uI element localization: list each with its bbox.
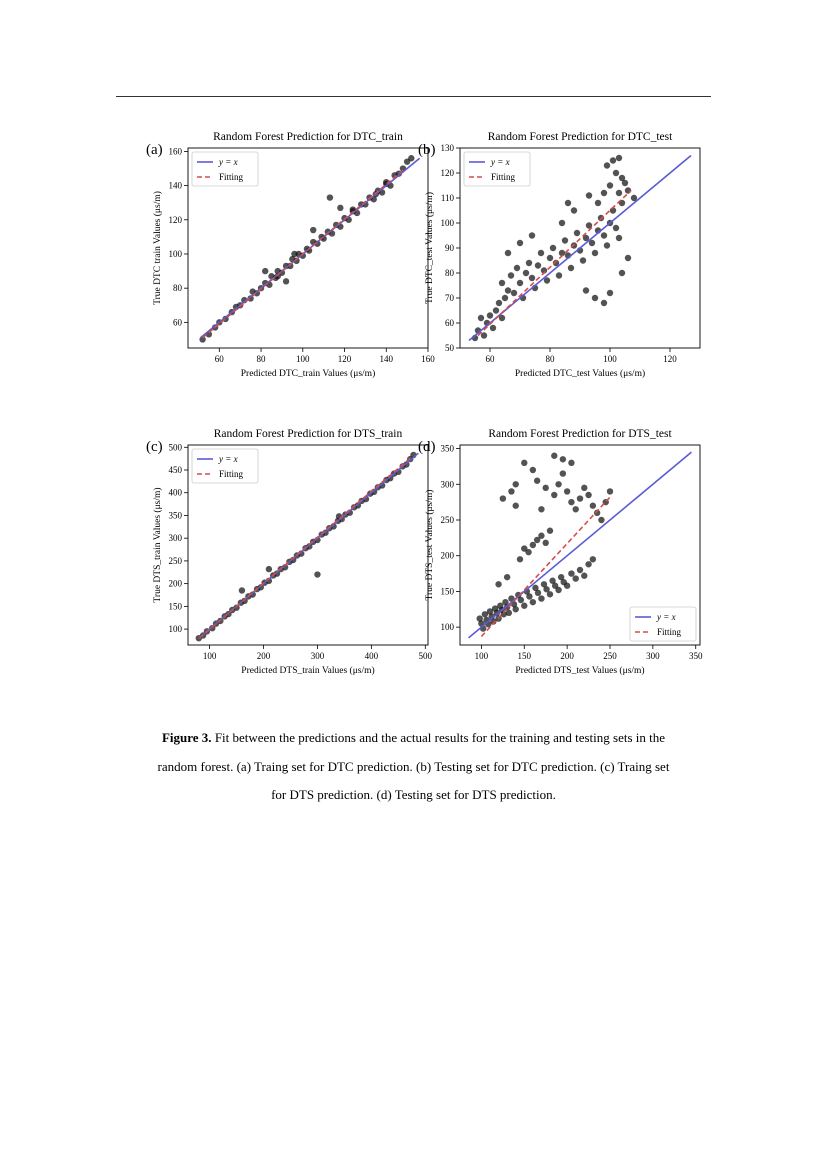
chart-panel-b xyxy=(418,120,748,410)
y-tick-label: 100 xyxy=(440,622,454,633)
y-tick-label: 200 xyxy=(168,578,182,589)
scatter-point xyxy=(266,566,272,572)
scatter-point xyxy=(511,290,517,296)
scatter-point xyxy=(534,478,540,484)
x-tick-label: 80 xyxy=(545,354,555,364)
chart-title: Random Forest Prediction for DTC_train xyxy=(213,131,403,143)
y-axis-label: True DTC train Values (μs/m) xyxy=(153,191,163,305)
y-tick-label: 80 xyxy=(173,283,182,294)
scatter-point xyxy=(607,488,613,494)
y-tick-label: 250 xyxy=(168,555,182,566)
caption-text: Fit between the predictions and the actual results for the training and testing sets in the random forest. (a) Traing set for DTC prediction. (b) Testing set for DTC prediction. (c) Traing set for DTS prediction. (d) Testing set for DTS prediction. xyxy=(157,730,670,802)
y-tick-label: 350 xyxy=(168,510,182,521)
scatter-point xyxy=(543,485,549,491)
scatter-point xyxy=(530,542,536,548)
x-tick-label: 100 xyxy=(202,651,217,661)
legend-label-fitting: Fitting xyxy=(219,469,244,479)
scatter-point xyxy=(555,587,561,593)
scatter-point xyxy=(547,528,553,534)
legend-label-fitting: Fitting xyxy=(491,172,516,182)
scatter-point xyxy=(585,561,591,567)
scatter-point xyxy=(517,280,523,286)
scatter-point xyxy=(616,155,622,161)
panel-label: (b) xyxy=(418,142,436,158)
scatter-point xyxy=(337,205,343,211)
scatter-point xyxy=(601,232,607,238)
scatter-point xyxy=(564,583,570,589)
scatter-point xyxy=(607,290,613,296)
y-tick-label: 70 xyxy=(445,293,454,303)
scatter-point xyxy=(314,571,320,577)
scatter-point xyxy=(535,262,541,268)
scatter-point xyxy=(562,237,568,243)
scatter-point xyxy=(521,460,527,466)
y-axis-label: True DTS_train Values (μs/m) xyxy=(153,487,163,603)
scatter-point xyxy=(590,556,596,562)
scatter-point xyxy=(506,610,512,616)
scatter-point xyxy=(613,170,619,176)
scatter-point xyxy=(500,495,506,501)
x-tick-label: 120 xyxy=(337,354,352,364)
scatter-point xyxy=(574,230,580,236)
scatter-point xyxy=(513,503,519,509)
scatter-point xyxy=(564,488,570,494)
scatter-point xyxy=(568,499,574,505)
scatter-point xyxy=(604,162,610,168)
legend-label-fitting: Fitting xyxy=(657,627,682,637)
scatter-point xyxy=(585,492,591,498)
y-tick-label: 90 xyxy=(445,243,454,253)
y-tick-label: 150 xyxy=(168,601,182,612)
scatter-point xyxy=(508,272,514,278)
scatter-point xyxy=(592,295,598,301)
scatter-point xyxy=(529,275,535,281)
scatter-point xyxy=(526,593,532,599)
scatter-point xyxy=(565,200,571,206)
x-tick-label: 300 xyxy=(310,651,325,661)
y-tick-label: 140 xyxy=(168,180,182,191)
scatter-point xyxy=(538,533,544,539)
chart-d-svg xyxy=(418,417,748,707)
scatter-point xyxy=(496,300,502,306)
x-tick-label: 60 xyxy=(214,354,224,364)
scatter-point xyxy=(581,485,587,491)
scatter-point xyxy=(547,255,553,261)
chart-b-svg xyxy=(418,120,748,410)
scatter-point xyxy=(551,453,557,459)
panel-label: (c) xyxy=(146,439,163,455)
y-tick-label: 450 xyxy=(168,465,182,475)
scatter-point xyxy=(505,287,511,293)
y-tick-label: 500 xyxy=(168,442,182,453)
y-tick-label: 50 xyxy=(445,343,454,353)
x-tick-label: 60 xyxy=(485,354,495,364)
scatter-point xyxy=(495,581,501,587)
legend-label-fitting: Fitting xyxy=(219,172,244,182)
y-tick-label: 100 xyxy=(168,248,182,259)
scatter-point xyxy=(310,227,316,233)
x-tick-label: 500 xyxy=(418,651,433,661)
scatter-point xyxy=(525,549,531,555)
scatter-point xyxy=(598,517,604,523)
x-axis-label: Predicted DTC_test Values (μs/m) xyxy=(514,369,646,379)
scatter-point xyxy=(521,603,527,609)
y-tick-label: 300 xyxy=(168,533,182,544)
scatter-point xyxy=(478,315,484,321)
scatter-point xyxy=(613,225,619,231)
scatter-point xyxy=(327,194,333,200)
y-tick-label: 120 xyxy=(168,214,182,225)
fitting-line xyxy=(481,497,610,636)
y-tick-label: 100 xyxy=(440,218,454,228)
scatter-point xyxy=(559,220,565,226)
y-tick-label: 110 xyxy=(440,193,454,203)
figure-caption xyxy=(150,724,677,810)
x-tick-label: 250 xyxy=(603,651,617,661)
x-tick-label: 80 xyxy=(256,354,266,364)
legend-label-identity: y = x xyxy=(657,612,676,622)
x-tick-label: 100 xyxy=(474,651,489,661)
scatter-point xyxy=(568,460,574,466)
scatter-point xyxy=(571,207,577,213)
y-axis-label: True DTS_test Values (μs/m) xyxy=(425,489,435,601)
scatter-point xyxy=(535,590,541,596)
scatter-point xyxy=(502,295,508,301)
y-tick-label: 130 xyxy=(440,143,454,153)
scatter-point xyxy=(568,265,574,271)
y-tick-label: 200 xyxy=(440,550,454,561)
scatter-point xyxy=(595,200,601,206)
scatter-point xyxy=(592,250,598,256)
scatter-point xyxy=(505,250,511,256)
chart-title: Random Forest Prediction for DTS_train xyxy=(213,428,403,440)
scatter-point xyxy=(487,312,493,318)
y-tick-label: 100 xyxy=(168,624,182,635)
scatter-point xyxy=(619,270,625,276)
scatter-point xyxy=(583,287,589,293)
x-tick-label: 350 xyxy=(688,651,703,661)
x-tick-label: 100 xyxy=(603,354,617,364)
scatter-point xyxy=(555,481,561,487)
chart-title: Random Forest Prediction for DTS_test xyxy=(488,428,672,440)
scatter-point xyxy=(291,251,297,257)
scatter-point xyxy=(556,272,562,278)
scatter-point xyxy=(560,470,566,476)
scatter-point xyxy=(538,506,544,512)
scatter-point xyxy=(530,467,536,473)
x-axis-label: Predicted DTC_train Values (μs/m) xyxy=(240,369,376,379)
scatter-point xyxy=(526,260,532,266)
legend-label-identity: y = x xyxy=(219,157,238,167)
x-axis-label: Predicted DTS_train Values (μs/m) xyxy=(241,666,375,676)
scatter-point xyxy=(513,606,519,612)
scatter-point xyxy=(518,597,524,603)
y-tick-label: 150 xyxy=(440,586,454,597)
header-rule xyxy=(116,96,711,97)
fitting-line xyxy=(199,457,411,638)
scatter-point xyxy=(481,332,487,338)
scatter-point xyxy=(514,265,520,271)
scatter-point xyxy=(538,595,544,601)
y-tick-label: 60 xyxy=(173,317,182,328)
scatter-point xyxy=(543,540,549,546)
scatter-point xyxy=(517,240,523,246)
scatter-point xyxy=(560,456,566,462)
chart-title: Random Forest Prediction for DTC_test xyxy=(487,131,673,143)
scatter-point xyxy=(550,245,556,251)
scatter-point xyxy=(616,190,622,196)
scatter-point xyxy=(530,599,536,605)
scatter-point xyxy=(504,574,510,580)
scatter-point xyxy=(604,242,610,248)
y-tick-label: 60 xyxy=(445,318,454,328)
y-tick-label: 160 xyxy=(168,146,182,157)
scatter-point xyxy=(573,506,579,512)
scatter-point xyxy=(586,192,592,198)
y-axis-label: True DTC_test Values (μs/m) xyxy=(425,192,435,304)
x-tick-label: 150 xyxy=(517,651,532,661)
y-tick-label: 250 xyxy=(440,515,454,525)
scatter-point xyxy=(616,235,622,241)
scatter-point xyxy=(538,250,544,256)
scatter-point xyxy=(573,575,579,581)
x-tick-label: 200 xyxy=(560,651,574,661)
legend-label-identity: y = x xyxy=(219,454,238,464)
scatter-point xyxy=(568,570,574,576)
x-tick-label: 100 xyxy=(296,354,310,364)
scatter-point xyxy=(490,325,496,331)
scatter-point xyxy=(239,587,245,593)
scatter-point xyxy=(625,255,631,261)
legend-label-identity: y = x xyxy=(491,157,510,167)
scatter-point xyxy=(577,567,583,573)
scatter-point xyxy=(581,573,587,579)
scatter-point xyxy=(408,155,414,161)
y-tick-label: 350 xyxy=(440,443,454,454)
scatter-point xyxy=(607,182,613,188)
panel-label: (a) xyxy=(146,142,163,158)
y-tick-label: 120 xyxy=(440,168,454,178)
scatter-point xyxy=(493,307,499,313)
scatter-point xyxy=(499,280,505,286)
scatter-point xyxy=(601,190,607,196)
y-tick-label: 400 xyxy=(168,487,182,498)
chart-panel-d xyxy=(418,417,748,707)
scatter-point xyxy=(283,278,289,284)
scatter-point xyxy=(523,270,529,276)
x-tick-label: 200 xyxy=(256,651,271,661)
x-tick-label: 300 xyxy=(646,651,660,661)
scatter-point xyxy=(622,180,628,186)
scatter-point xyxy=(517,556,523,562)
caption-label: Figure 3. xyxy=(161,730,212,745)
scatter-point xyxy=(601,300,607,306)
x-tick-label: 400 xyxy=(364,651,379,661)
x-tick-label: 140 xyxy=(379,354,394,364)
scatter-point xyxy=(547,591,553,597)
scatter-point xyxy=(513,481,519,487)
scatter-point xyxy=(508,488,514,494)
scatter-point xyxy=(529,232,535,238)
x-tick-label: 160 xyxy=(421,354,435,364)
scatter-point xyxy=(590,503,596,509)
scatter-point xyxy=(610,157,616,163)
y-tick-label: 300 xyxy=(440,479,454,490)
scatter-point xyxy=(262,268,268,274)
x-axis-label: Predicted DTS_test Values (μs/m) xyxy=(515,666,645,676)
panel-label: (d) xyxy=(418,439,436,455)
x-tick-label: 120 xyxy=(663,354,677,364)
scatter-point xyxy=(580,257,586,263)
y-tick-label: 80 xyxy=(445,268,454,278)
scatter-point xyxy=(577,495,583,501)
scatter-point xyxy=(551,492,557,498)
